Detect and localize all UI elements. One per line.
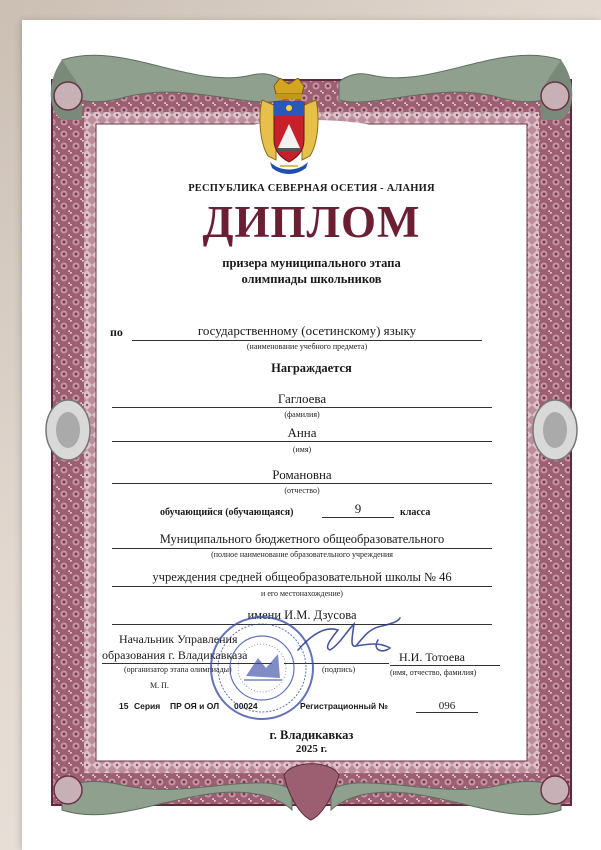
organizer-caption: (организатор этапа олимпиады) [124, 665, 232, 674]
subject-underline [132, 340, 482, 341]
recipient-patronymic: Романовна [272, 467, 332, 482]
grade-prefix: обучающийся (обучающаяся) [160, 507, 294, 518]
recipient-surname: Гаглоева [277, 391, 327, 406]
patronymic-underline [112, 483, 492, 484]
series-value: ПР ОЯ и ОЛ [170, 701, 220, 711]
city-label: г. Владикавказ [269, 728, 354, 742]
republic-heading: РЕСПУБЛИКА СЕВЕРНАЯ ОСЕТИЯ - АЛАНИЯ [188, 183, 435, 194]
name-caption: (имя) [292, 445, 312, 454]
grade-value: 9 [354, 501, 362, 516]
institution-line-3: имени И.М. Дзусова [247, 608, 357, 622]
institution-caption-1: (полное наименование образовательного учреждения [211, 550, 393, 559]
diploma-sheet [22, 20, 601, 850]
position-line-1: Начальник Управления [119, 632, 238, 646]
seal-placeholder-label: М. П. [150, 681, 169, 690]
subject-prefix: по [110, 325, 123, 339]
grade-underline [322, 517, 394, 518]
registration-value: 096 [438, 700, 456, 712]
institution-caption-2: и его местонахождение) [261, 589, 343, 598]
awarded-label: Награждается [271, 361, 352, 375]
subtitle-line-2: олимпиады школьников [241, 272, 382, 286]
signatory-caption: (имя, отчество, фамилия) [390, 668, 477, 677]
diploma-title: ДИПЛОМ [202, 197, 421, 247]
sign-caption: (подпись) [322, 665, 356, 674]
signatory-underline [390, 665, 500, 666]
position-line-2: образования г. Владикавказа [102, 648, 248, 662]
subtitle-line-1: призера муниципального этапа [222, 256, 401, 270]
recipient-name: Анна [287, 425, 317, 440]
institution-line-1: Муниципального бюджетного общеобразовательного [159, 532, 445, 546]
series-number: 00024 [234, 701, 258, 711]
patronymic-caption: (отчество) [284, 486, 320, 495]
year-label: 2025 г. [295, 743, 328, 755]
institution-underline-1 [112, 548, 492, 549]
bottom-ornament [284, 764, 339, 820]
series-label: Серия [134, 701, 161, 711]
coat-of-arms-emblem [256, 78, 322, 176]
grade-suffix: класса [400, 507, 431, 518]
serial-number-prefix: 15 [119, 701, 129, 711]
registration-label: Регистрационный № [300, 701, 388, 711]
surname-caption: (фамилия) [284, 410, 320, 419]
subject-value: государственному (осетинскому) языку [197, 323, 417, 338]
institution-underline-2 [112, 586, 492, 587]
signatory-name: Н.И. Тотоева [399, 650, 465, 664]
surname-underline [112, 407, 492, 408]
registration-underline [416, 712, 478, 713]
subject-caption: (наименование учебного предмета) [246, 342, 368, 351]
handwritten-signature [294, 614, 404, 662]
name-underline [112, 441, 492, 442]
institution-line-2: учреждения средней общеобразовательной школы № 46 [152, 570, 452, 584]
